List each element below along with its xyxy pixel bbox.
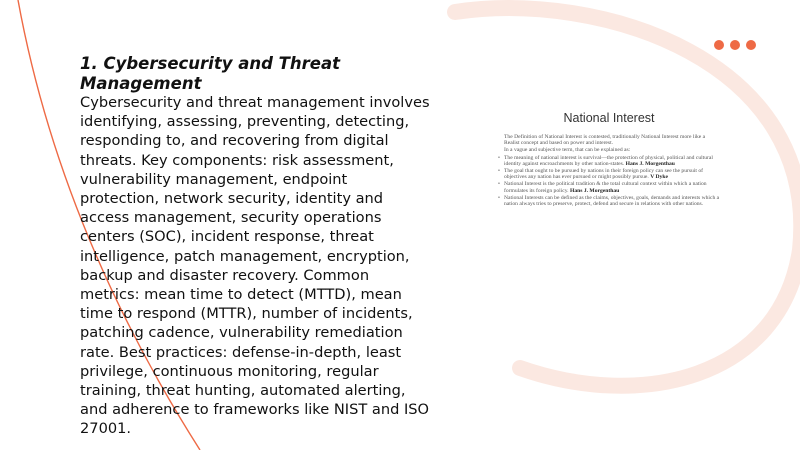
document-heading: National Interest [563, 111, 655, 125]
document-author: Hans J. Morgenthau [569, 187, 620, 194]
document-text-list [496, 134, 722, 207]
accent-dots [714, 40, 756, 50]
slide-body-text: Cybersecurity and threat management involves identifying, assessing, preventing, detecting, responding to, and recovering from digital threats. Key components: risk assessment, vulnerability management, endpoint protection, network security, identity and access management, security operations centers (SOC), incident response, threat intelligence, patch management, encryption, backup and disaster recovery. Common metrics: mean time to detect (MTTD), mean time to respond (MTTR), number of incidents, patching cadence, vulnerability remediation rate. Best practices: defense-in-depth, least privilege, continuous monitoring, regular training, threat hunting, automated alerting, and adherence to frameworks like NIST and ISO 27001. [80, 94, 430, 438]
document-author: Hans J. Morgenthau [625, 160, 675, 167]
document-text: The Definition of National Interest is contested, traditionally National Interest more like a Realist concept and based on power and interest. [504, 134, 706, 147]
accent-dot [730, 40, 740, 50]
document-text: The meaning of national interest is survival—the protection of physical, political and cultural identity against encroachments by other nation-states. [504, 154, 713, 167]
document-text-item [504, 155, 722, 167]
document-text-item [504, 147, 722, 153]
accent-dot [746, 40, 756, 50]
document-text: In a vague and subjective term, that can be explained as: [504, 147, 631, 154]
accent-dot [714, 40, 724, 50]
slide-title: 1. Cybersecurity and Threat Management [80, 54, 341, 93]
document-text: National Interest is the political tradition & the total cultural context within which a nation formulates its foreign policy. [504, 181, 707, 194]
document-text: National Interests can be defined as the claims, objectives, goals, demands and interests which a nation always tries to preserve, protect, defend and secure in relations with other nations. [504, 194, 720, 208]
document-author: V Dyke [650, 174, 668, 181]
document-text-item [504, 181, 722, 193]
document-text-item [504, 195, 722, 207]
document-image [496, 104, 722, 280]
document-text-item [504, 134, 722, 146]
document-text-item [504, 168, 722, 180]
document-text: The goal that ought to be pursued by nations in their foreign policy can see the pursuit of objectives any nation has ever pursued or might possibly pursue. [504, 168, 703, 181]
